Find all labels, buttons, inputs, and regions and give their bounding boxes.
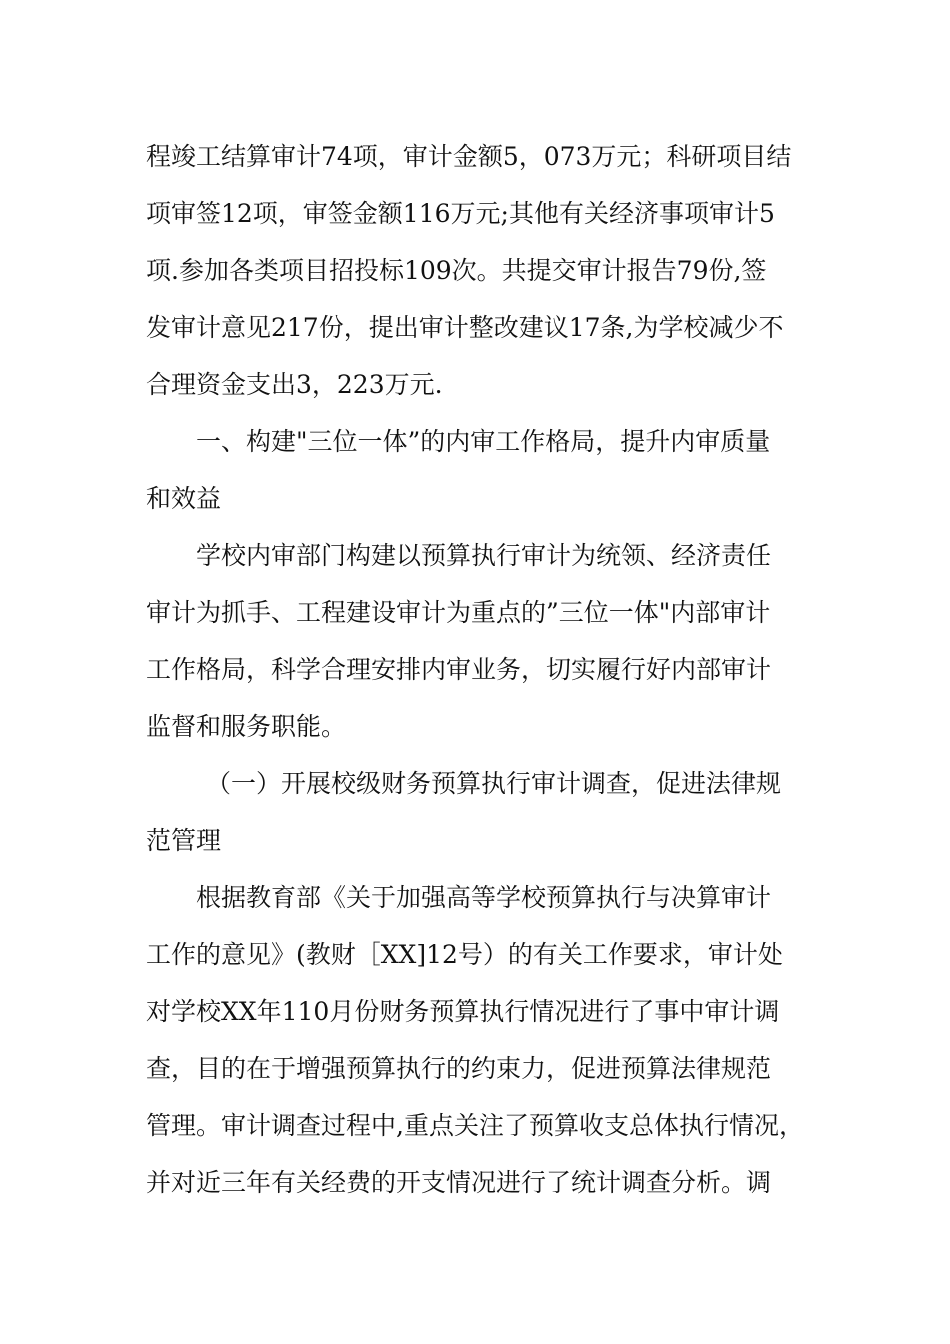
- text-line-19: 并对近三年有关经费的开支情况进行了统计调查分析。调: [146, 1168, 772, 1197]
- text-line-11: 监督和服务职能。: [146, 712, 347, 741]
- text-line-15: 工作的意见》(教财［XX]12号）的有关工作要求，审计处: [146, 940, 783, 969]
- text-line-17: 查，目的在于增强预算执行的约束力，促进预算法律规范: [146, 1054, 772, 1083]
- text-line-5: 合理资金支出3，223万元.: [146, 370, 443, 399]
- text-line-9: 审计为抓手、工程建设审计为重点的”三位一体"内部审计: [146, 598, 771, 627]
- section-heading-line-1: 一、构建"三位一体”的内审工作格局，提升内审质量: [196, 427, 771, 456]
- section-heading-line-2: 和效益: [146, 484, 222, 513]
- document-body: [146, 128, 811, 1211]
- text-line-4: 发审计意见217份，提出审计整改建议17条,为学校减少不: [146, 313, 784, 342]
- subsection-heading-line-2: 范管理: [146, 826, 222, 855]
- text-line-1: 程竣工结算审计74项，审计金额5，073万元；科研项目结: [146, 142, 792, 171]
- text-line-14: 根据教育部《关于加强高等学校预算执行与决算审计: [196, 883, 772, 912]
- text-line-10: 工作格局，科学合理安排内审业务，切实履行好内部审计: [146, 655, 772, 684]
- text-line-2: 项审签12项，审签金额116万元;其他有关经济事项审计5: [146, 199, 775, 228]
- text-line-8: 学校内审部门构建以预算执行审计为统领、经济责任: [196, 541, 772, 570]
- text-line-16: 对学校XX年110月份财务预算执行情况进行了事中审计调: [146, 997, 780, 1026]
- text-line-18: 管理。审计调查过程中,重点关注了预算收支总体执行情况，: [146, 1111, 804, 1140]
- text-line-3: 项.参加各类项目招投标109次。共提交审计报告79份,签: [146, 256, 767, 285]
- subsection-heading-line-1: （一）开展校级财务预算执行审计调查，促进法律规: [206, 769, 782, 798]
